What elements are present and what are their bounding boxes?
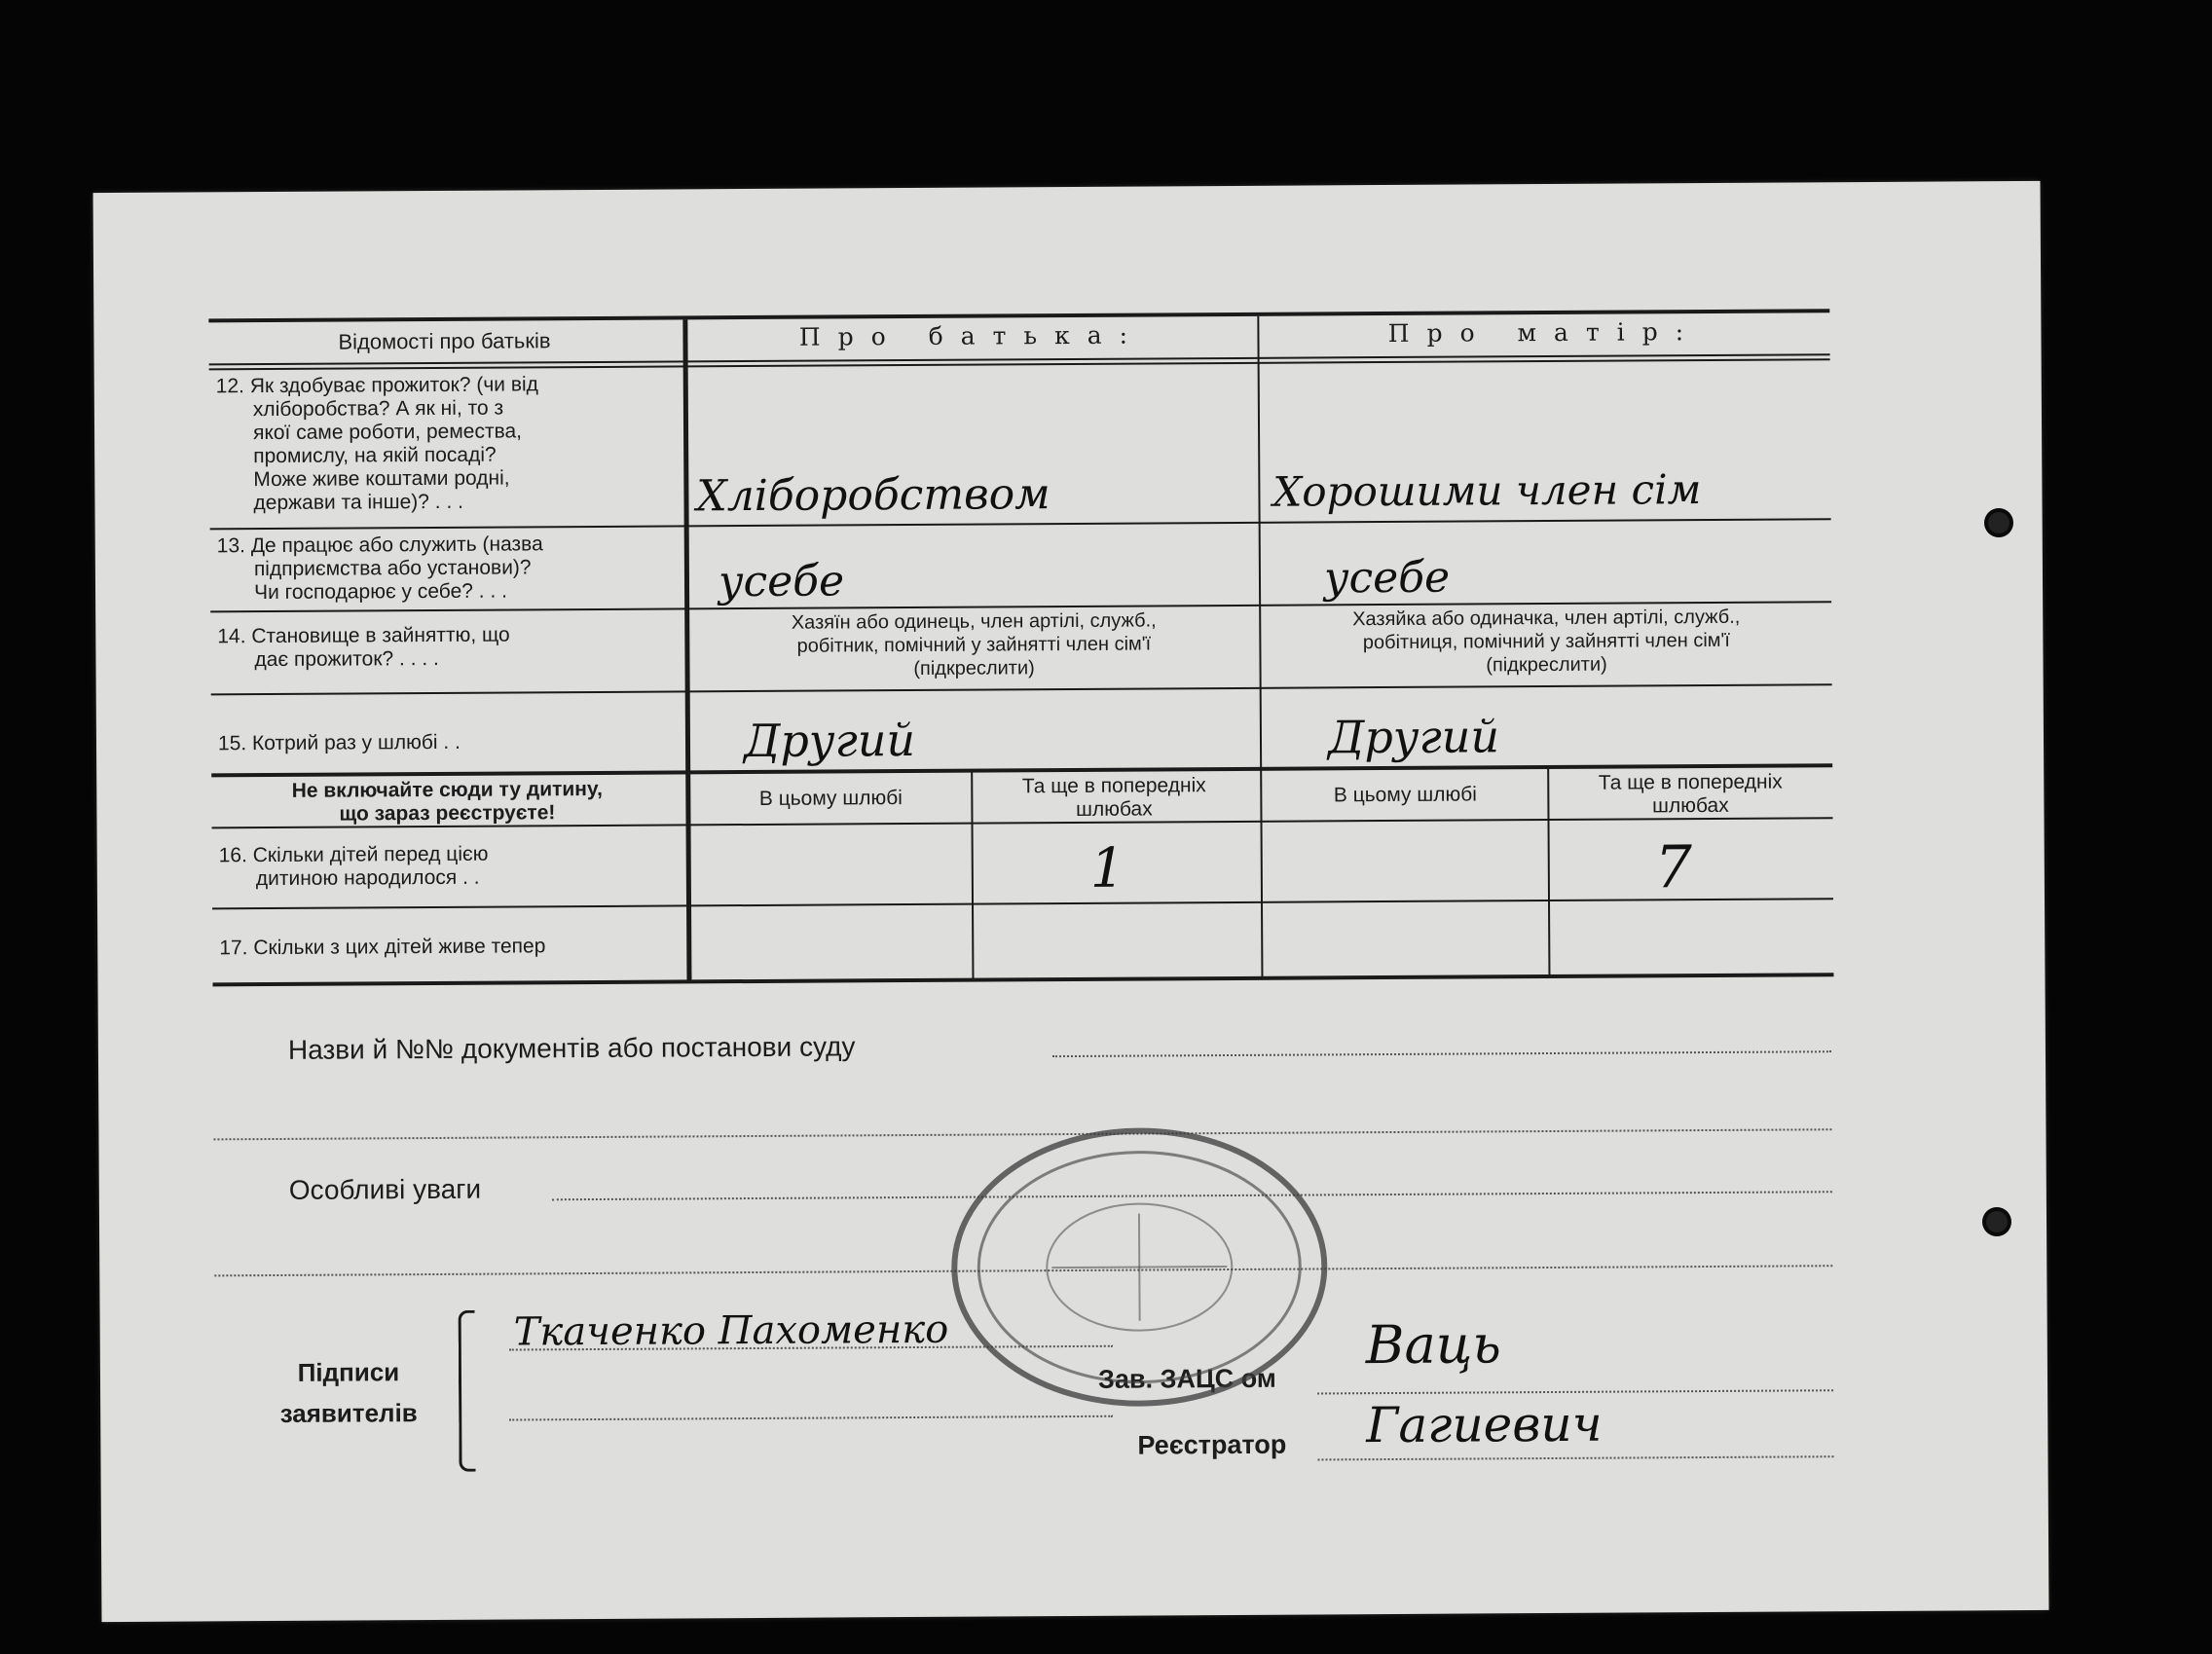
father-prev-marriages: Та ще в попередніх шлюбах: [1021, 774, 1206, 821]
header-info-about-parents: Відомості про батьків: [338, 328, 551, 354]
head-line: [1317, 1389, 1833, 1394]
question-15: 15. Котрий раз у шлюбі . .: [217, 730, 461, 755]
hw-mother-prev-children: 7: [1654, 833, 1693, 902]
hw-applicant-signature: Ткаченко Пахоменко: [513, 1306, 949, 1355]
signatures-label: Підписи заявителів: [279, 1357, 418, 1428]
punch-hole-top: [1988, 512, 2009, 533]
table-bottom-rule: [212, 973, 1833, 986]
documents-line-1: [1052, 1050, 1831, 1057]
question-12: 12. Як здобуває прожиток? (чи від хліборобства? А як ні, то з якої саме роботи, ремества, промислу, на якій посаді? Може живе коштами родні, держави та інше)? . . .: [215, 373, 538, 515]
hw-father-prev-children: 1: [1089, 836, 1125, 901]
col-divider-1: [682, 319, 691, 981]
notes-label: Особливі уваги: [288, 1173, 482, 1205]
children-note: Не включайте сюди ту дитину, що зараз реєструєте!: [291, 777, 603, 826]
document-page: [93, 181, 2049, 1622]
documents-label: Назви й №№ документів або постанови суду: [287, 1031, 856, 1065]
header-about-mother: Про матір:: [1387, 317, 1702, 348]
q14-mother-options: Хазяйка або одиначка, член артілі, служб., робітниця, помічний у зайнятті член сім'ї (підкреслити): [1352, 606, 1741, 677]
row-14-rule: [211, 683, 1832, 695]
col-divider-father-sub: [971, 772, 974, 980]
hw-mother-work: усебе: [1323, 552, 1451, 604]
hw-head-signature: Ваць: [1365, 1313, 1501, 1377]
question-13: 13. Де працює або служить (назва підприємства або установи)? Чи господарює у себе? . . .: [216, 533, 543, 605]
row-16-rule: [212, 898, 1833, 909]
hw-father-occupation: Хліборобством: [696, 469, 1051, 522]
header-about-father: Про батька:: [798, 320, 1146, 351]
mother-prev-marriages: Та ще в попередніх шлюбах: [1598, 770, 1783, 818]
question-16: 16. Скільки дітей перед цією дитиною народилося . .: [218, 842, 489, 891]
head-label: Зав. ЗАЦС ом: [1097, 1363, 1276, 1394]
hw-father-marriage-count: Другий: [743, 713, 916, 768]
question-14: 14. Становище в зайняттю, що дає прожиток? . . . .: [217, 623, 510, 672]
official-stamp-seal: [943, 1120, 1335, 1414]
hw-registrar-signature: Гагиевич: [1366, 1395, 1603, 1454]
punch-hole-bottom: [1986, 1211, 2008, 1232]
registrar-label: Реєстратор: [1137, 1429, 1287, 1460]
mother-this-marriage: В цьому шлюбі: [1333, 783, 1477, 807]
hw-mother-marriage-count: Другий: [1327, 710, 1500, 764]
father-this-marriage: В цьому шлюбі: [758, 787, 903, 810]
hw-mother-occupation: Хорошими член сім: [1272, 465, 1702, 516]
row-12-rule: [210, 518, 1831, 530]
col-divider-2: [1257, 316, 1263, 978]
registrar-line: [1318, 1455, 1834, 1460]
question-17: 17. Скільки з цих дітей живе тепер: [219, 935, 546, 960]
q14-father-options: Хазяїн або одинець, член артілі, служб., робітник, помічний у зайнятті член сім'ї (підкреслити): [791, 609, 1157, 680]
col-divider-mother-sub: [1547, 768, 1550, 976]
hw-father-work: усебе: [718, 556, 845, 607]
applicant-line-2: [509, 1415, 1113, 1421]
signatures-brace: [459, 1310, 476, 1472]
